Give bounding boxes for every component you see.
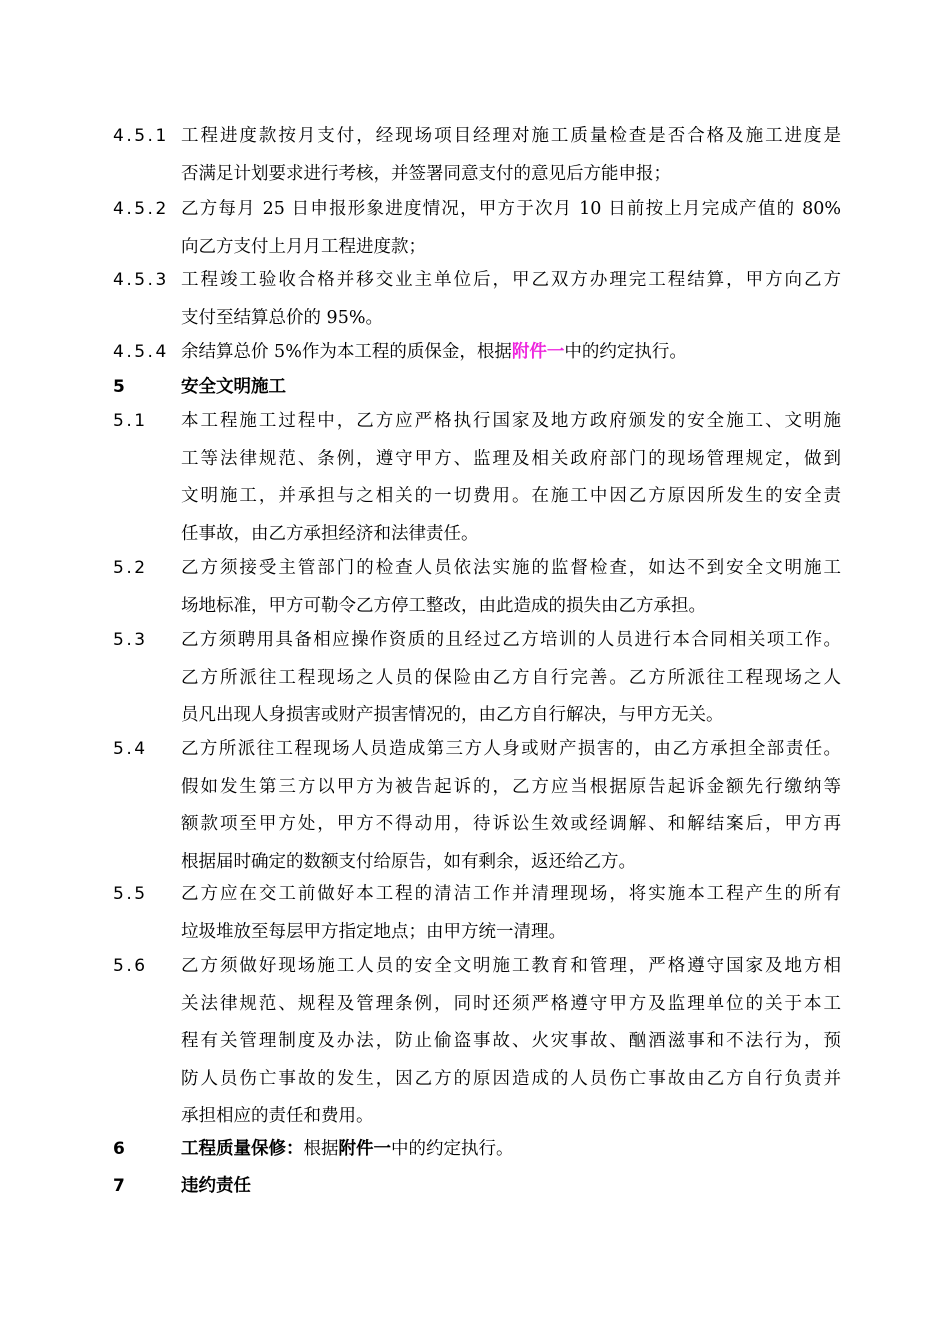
text-line: 额款项至甲方处，甲方不得动用，待诉讼生效或经调解、和解结案后，甲方再 [181,814,841,834]
heading-text: 安全文明施工 [181,377,286,397]
text-line: 关法律规范、规程及管理条例，同时还须严格遵守甲方及监理单位的关于本工 [181,993,841,1014]
section-number: 5 [113,377,125,397]
attachment-link[interactable]: 附件一 [338,1139,391,1159]
clause-text [181,550,841,625]
text-run: 余结算总价 5%作为本工程的质保金，根据 [181,342,512,362]
text-run: 中的约定执行。 [564,342,687,362]
text-line: 工等法律规范、条例，遵守甲方、监理及相关政府部门的现场管理规定，做到 [181,448,841,469]
text-line: 防人员伤亡事故的发生，因乙方的原因造成的人员伤亡事故由乙方自行负责并 [181,1068,841,1089]
text-line [181,1131,841,1169]
heading-text: 违约责任 [181,1176,251,1196]
clause-text [181,403,841,553]
text-line: 任事故，由乙方承担经济和法律责任。 [181,523,479,544]
text-line: 否满足计划要求进行考核，并签署同意支付的意见后方能申报； [181,163,671,184]
clause-text [181,191,841,266]
section-lead: 工程质量保修： [181,1139,304,1159]
text-line: 假如发生第三方以甲方为被告起诉的，乙方应当根据原告起诉金额先行缴纳等 [181,776,841,797]
section-heading [181,1168,841,1206]
text-line: 乙方须做好现场施工人员的安全文明施工教育和管理，严格遵守国家及地方相 [181,956,841,976]
clause-number: 5.6 [113,956,148,976]
clause-text [181,262,841,337]
text-line: 乙方所派往工程现场之人员的保险由乙方自行完善。乙方所派往工程现场之人 [181,667,841,688]
text-line: 乙方须聘用具备相应操作资质的且经过乙方培训的人员进行本合同相关项工作。 [181,630,841,650]
text-line: 程有关管理制度及办法，防止偷盗事故、火灾事故、酗酒滋事和不法行为，预 [181,1031,841,1051]
clause-text [181,948,841,1136]
text-line: 垃圾堆放至每层甲方指定地点；由甲方统一清理。 [181,921,566,942]
text-line: 乙方所派往工程现场人员造成第三方人身或财产损害的，由乙方承担全部责任。 [181,739,841,759]
text-line: 工程进度款按月支付，经现场项目经理对施工质量检查是否合格及施工进度是 [181,126,841,146]
text-line: 员凡出现人身损害或财产损害情况的，由乙方自行解决，与甲方无关。 [181,705,724,725]
text-line: 本工程施工过程中，乙方应严格执行国家及地方政府颁发的安全施工、文明施 [181,411,841,431]
text-line: 文明施工，并承担与之相关的一切费用。在施工中因乙方原因所发生的安全责 [181,486,841,506]
attachment-link[interactable]: 附件一 [511,342,565,362]
text-line: 场地标准，甲方可勒令乙方停工整改，由此造成的损失由乙方承担。 [181,595,706,616]
text-line: 向乙方支付上月月工程进度款； [181,236,426,257]
clause-number: 4.5.4 [113,342,169,362]
clause-number: 5.5 [113,884,148,904]
clause-number: 4.5.2 [113,199,169,219]
clause-number: 5.2 [113,558,148,578]
clause-text [181,118,841,193]
section-text [181,1131,841,1169]
text-line: 承担相应的责任和费用。 [181,1106,374,1126]
clause-number: 5.3 [113,630,148,650]
clause-number: 4.5.3 [113,270,169,290]
clause-number: 5.4 [113,739,148,759]
text-run: 中的约定执行。 [391,1139,514,1159]
section-heading [181,369,841,407]
text-line: 根据届时确定的数额支付给原告，如有剩余，返还给乙方。 [181,851,636,872]
text-line: 乙方应在交工前做好本工程的清洁工作并清理现场，将实施本工程产生的所有 [181,884,841,904]
clause-text [181,334,841,372]
clause-number: 4.5.1 [113,126,169,146]
section-number: 7 [113,1176,125,1196]
text-line: 支付至结算总价的 95%。 [181,307,383,328]
text-line [181,334,841,372]
clause-number: 5.1 [113,411,148,431]
text-run: 根据 [303,1139,339,1159]
clause-text [181,622,841,735]
clause-text [181,876,841,951]
section-number: 6 [113,1139,125,1159]
text-line: 工程竣工验收合格并移交业主单位后，甲乙双方办理完工程结算，甲方向乙方 [181,270,841,290]
clause-text [181,731,841,881]
text-line: 乙方须接受主管部门的检查人员依法实施的监督检查，如达不到安全文明施工 [181,558,841,578]
text-line: 乙方每月 25 日申报形象进度情况，甲方于次月 10 日前按上月完成产值的 80% [181,199,841,219]
